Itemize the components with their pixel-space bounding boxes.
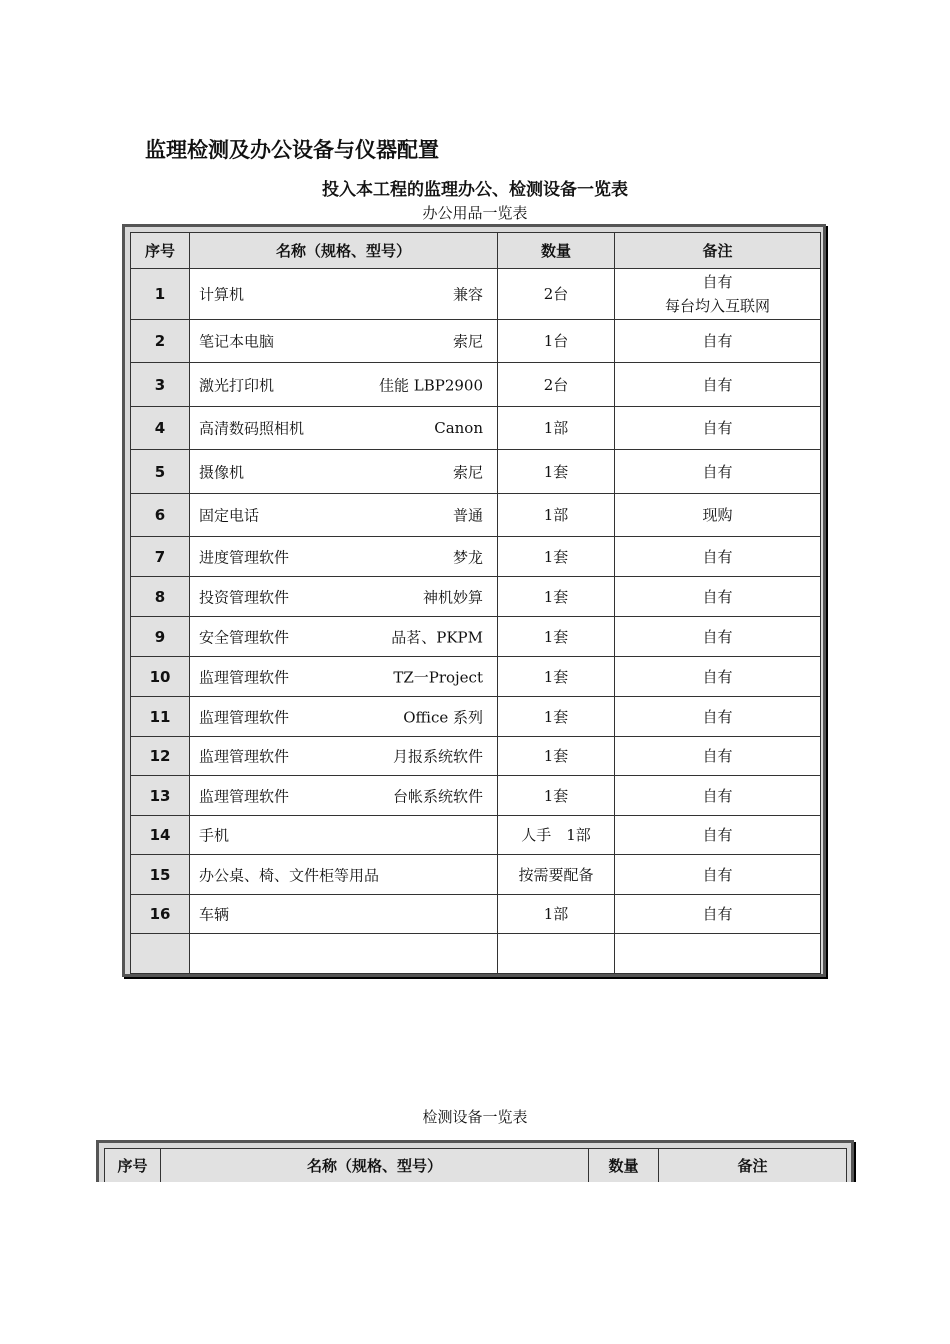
table-row [131, 577, 821, 617]
item-spec: Office 系列 [403, 708, 483, 726]
note-text: 自有 [702, 627, 733, 646]
item-spec: 台帐系统软件 [392, 787, 483, 805]
row-number: 2 [131, 320, 190, 363]
item-quantity: 1套 [498, 577, 615, 617]
item-spec: 品茗、PKPM [391, 628, 483, 646]
name-cell [190, 269, 498, 320]
row-number: 15 [131, 855, 190, 895]
name-cell [190, 657, 498, 697]
header-note: 备注 [659, 1149, 847, 1183]
header-qty: 数量 [589, 1149, 659, 1183]
item-quantity: 1套 [498, 617, 615, 657]
item-name: 笔记本电脑 [199, 332, 275, 351]
testing-table-header-row [105, 1149, 847, 1183]
table-row [131, 737, 821, 776]
table-row [131, 855, 821, 895]
item-spec: 兼容 [452, 285, 483, 304]
header-no: 序号 [131, 233, 190, 269]
row-number: 1 [131, 269, 190, 320]
item-note [615, 537, 821, 577]
item-note [615, 320, 821, 363]
item-spec: 索尼 [452, 332, 483, 351]
item-name: 激光打印机 [199, 376, 275, 394]
name-cell [190, 934, 498, 974]
item-note [615, 494, 821, 537]
row-number: 9 [131, 617, 190, 657]
item-name: 高清数码照相机 [199, 419, 305, 438]
header-note: 备注 [615, 233, 821, 269]
name-cell [190, 577, 498, 617]
item-note [615, 816, 821, 855]
item-name: 固定电话 [199, 506, 260, 525]
office-table-caption: 办公用品一览表 [422, 204, 528, 222]
item-quantity: 1套 [498, 697, 615, 737]
note-text: 自有 [702, 332, 733, 350]
item-note [615, 407, 821, 450]
name-cell [190, 537, 498, 577]
table-row [131, 657, 821, 697]
note-text: 自有 [702, 667, 733, 686]
note-text: 自有 [702, 747, 733, 765]
item-note [615, 657, 821, 697]
item-name: 监理管理软件 [199, 708, 290, 726]
table-row [131, 320, 821, 363]
row-number: 14 [131, 816, 190, 855]
row-number: 8 [131, 577, 190, 617]
table-row [131, 537, 821, 577]
note-text: 自有 [702, 865, 733, 884]
name-cell [190, 450, 498, 494]
item-note [615, 577, 821, 617]
item-quantity: 按需要配备 [498, 855, 615, 895]
table-row [131, 363, 821, 407]
item-name: 安全管理软件 [199, 628, 290, 646]
item-spec: 梦龙 [452, 548, 483, 566]
item-quantity: 1部 [498, 895, 615, 934]
item-note [615, 617, 821, 657]
item-quantity: 1套 [498, 450, 615, 494]
header-name: 名称（规格、型号） [161, 1149, 589, 1183]
item-note [615, 737, 821, 776]
item-note [615, 855, 821, 895]
testing-table-caption: 检测设备一览表 [422, 1108, 528, 1126]
item-quantity: 1套 [498, 737, 615, 776]
table-row [131, 934, 821, 974]
table-row [131, 776, 821, 816]
table-row [131, 895, 821, 934]
item-name: 车辆 [199, 905, 230, 924]
row-number: 12 [131, 737, 190, 776]
note-text: 自有 [702, 462, 733, 481]
header-qty: 数量 [498, 233, 615, 269]
office-table-header-row [131, 233, 821, 269]
item-spec: 普通 [452, 506, 483, 525]
office-equipment-table [130, 232, 821, 974]
name-cell [190, 895, 498, 934]
note-text: 自有 [702, 547, 733, 566]
item-quantity: 2台 [498, 269, 615, 320]
item-quantity: 1台 [498, 320, 615, 363]
name-cell [190, 697, 498, 737]
item-spec: TZ一Project [393, 668, 483, 686]
item-note [615, 697, 821, 737]
table-set-title: 投入本工程的监理办公、检测设备一览表 [322, 180, 628, 200]
item-name: 监理管理软件 [199, 668, 290, 686]
header-no: 序号 [105, 1149, 161, 1183]
note-text: 自有 [702, 707, 733, 726]
item-spec: 月报系统软件 [392, 747, 483, 766]
item-note [615, 895, 821, 934]
row-number: 5 [131, 450, 190, 494]
item-spec: 索尼 [452, 463, 483, 481]
item-quantity: 1部 [498, 494, 615, 537]
name-cell [190, 855, 498, 895]
note-detail: 每台均入互联网 [664, 297, 770, 315]
header-name: 名称（规格、型号） [190, 233, 498, 269]
note-text: 自有 [702, 375, 733, 394]
item-note [615, 269, 821, 320]
note-text: 自有 [702, 826, 733, 844]
item-name: 计算机 [199, 285, 245, 304]
page-heading: 监理检测及办公设备与仪器配置 [145, 138, 439, 162]
table-row [131, 407, 821, 450]
row-number: 7 [131, 537, 190, 577]
item-quantity: 1套 [498, 537, 615, 577]
item-quantity: 1套 [498, 776, 615, 816]
testing-equipment-table [104, 1148, 847, 1183]
item-quantity: 1套 [498, 657, 615, 697]
name-cell [190, 320, 498, 363]
table-row [131, 617, 821, 657]
item-name: 监理管理软件 [199, 747, 290, 766]
row-number [131, 934, 190, 974]
item-name: 监理管理软件 [199, 787, 290, 805]
table-row [131, 494, 821, 537]
note-text: 自有 [702, 905, 733, 923]
item-quantity: 1部 [498, 407, 615, 450]
item-note [615, 450, 821, 494]
item-name: 办公桌、椅、文件柜等用品 [199, 866, 380, 884]
row-number: 10 [131, 657, 190, 697]
row-number: 4 [131, 407, 190, 450]
row-number: 3 [131, 363, 190, 407]
item-spec: Canon [434, 419, 483, 437]
note-text: 自有 [702, 587, 733, 606]
name-cell [190, 776, 498, 816]
name-cell [190, 494, 498, 537]
row-number: 11 [131, 697, 190, 737]
item-name: 摄像机 [199, 463, 245, 481]
note-text: 自有 [702, 273, 733, 291]
name-cell [190, 407, 498, 450]
note-text: 现购 [702, 506, 733, 524]
name-cell [190, 816, 498, 855]
note-text: 自有 [702, 786, 733, 805]
item-name: 投资管理软件 [199, 588, 290, 606]
item-spec: 神机妙算 [422, 588, 483, 606]
row-number: 13 [131, 776, 190, 816]
row-number: 16 [131, 895, 190, 934]
table-row [131, 450, 821, 494]
item-name: 进度管理软件 [199, 548, 290, 566]
item-name: 手机 [199, 826, 230, 845]
name-cell [190, 617, 498, 657]
table-row [131, 697, 821, 737]
item-note [615, 934, 821, 974]
item-quantity: 2台 [498, 363, 615, 407]
name-cell [190, 363, 498, 407]
item-note [615, 363, 821, 407]
table-row [131, 269, 821, 320]
item-quantity [498, 934, 615, 974]
item-quantity: 人手 1部 [498, 816, 615, 855]
note-text: 自有 [702, 419, 733, 437]
row-number: 6 [131, 494, 190, 537]
table-row [131, 816, 821, 855]
page-clip [0, 1182, 950, 1344]
name-cell [190, 737, 498, 776]
item-note [615, 776, 821, 816]
item-spec: 佳能 LBP2900 [378, 376, 483, 394]
